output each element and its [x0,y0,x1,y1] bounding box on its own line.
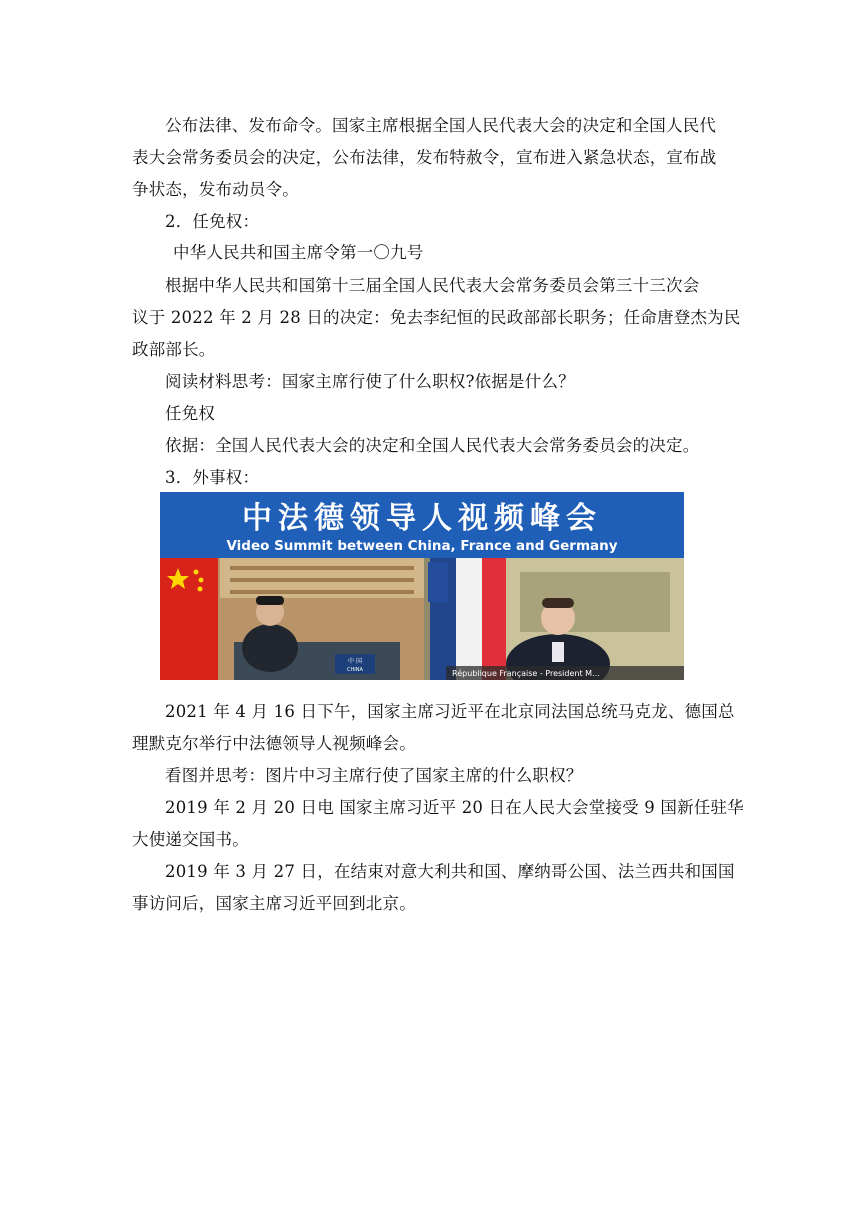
france-flag-white [456,558,482,680]
question-line: 看图并思考：图片中习主席行使了国家主席的什么职权？ [165,766,583,785]
answer-line: 依据：全国人民代表大会的决定和全国人民代表大会常务委员会的决定。 [165,436,700,455]
paragraph-line: 2021 年 4 月 16 日下午，国家主席习近平在北京同法国总统马克龙、德国总 [165,702,735,721]
svg-text:中 国: 中 国 [348,658,362,665]
paragraph-line: 表大会常务委员会的决定，公布法律，发布特赦令，宣布进入紧急状态，宣布战 [132,148,717,167]
summit-photo [160,492,684,680]
paragraph-line: 争状态，发布动员令。 [132,180,299,199]
paragraph-line: 2019 年 3 月 27 日，在结束对意大利共和国、摩纳哥公国、法兰西共和国国 [165,862,735,881]
section-heading: 2．任免权： [165,212,260,231]
paragraph-line: 根据中华人民共和国第十三届全国人民代表大会常务委员会第三十三次会 [165,276,700,295]
paragraph-line: 事访问后，国家主席习近平回到北京。 [132,894,416,913]
paragraph-line: 公布法律、发布命令。国家主席根据全国人民代表大会的决定和全国人民代 [165,116,717,135]
paragraph-line: 理默克尔举行中法德领导人视频峰会。 [132,734,416,753]
france-flag-red [482,558,506,680]
eu-flag [428,562,448,602]
paragraph-line: 2019 年 2 月 20 日电 国家主席习近平 20 日在人民大会堂接受 9 国新任驻华 [165,798,744,817]
paragraph-line: 政部部长。 [132,340,216,359]
question-line: 阅读材料思考：国家主席行使了什么职权?依据是什么？ [165,372,575,391]
section-heading: 3．外事权： [165,468,260,487]
banner-title-cn: 中法德领导人视频峰会 [242,501,602,536]
video-caption: République Française - President M... [452,669,600,678]
banner-title-en: Video Summit between China, France and Germany [226,538,618,554]
speaker-suit-china [242,624,298,672]
decree-title: 中华人民共和国主席令第一〇九号 [173,243,424,262]
svg-text:CHINA: CHINA [347,667,363,673]
paragraph-line: 议于 2022 年 2 月 28 日的决定：免去李纪恒的民政部部长职务；任命唐登杰为民 [132,308,741,327]
answer-line: 任免权 [165,404,216,423]
paragraph-line: 大使递交国书。 [132,830,249,849]
